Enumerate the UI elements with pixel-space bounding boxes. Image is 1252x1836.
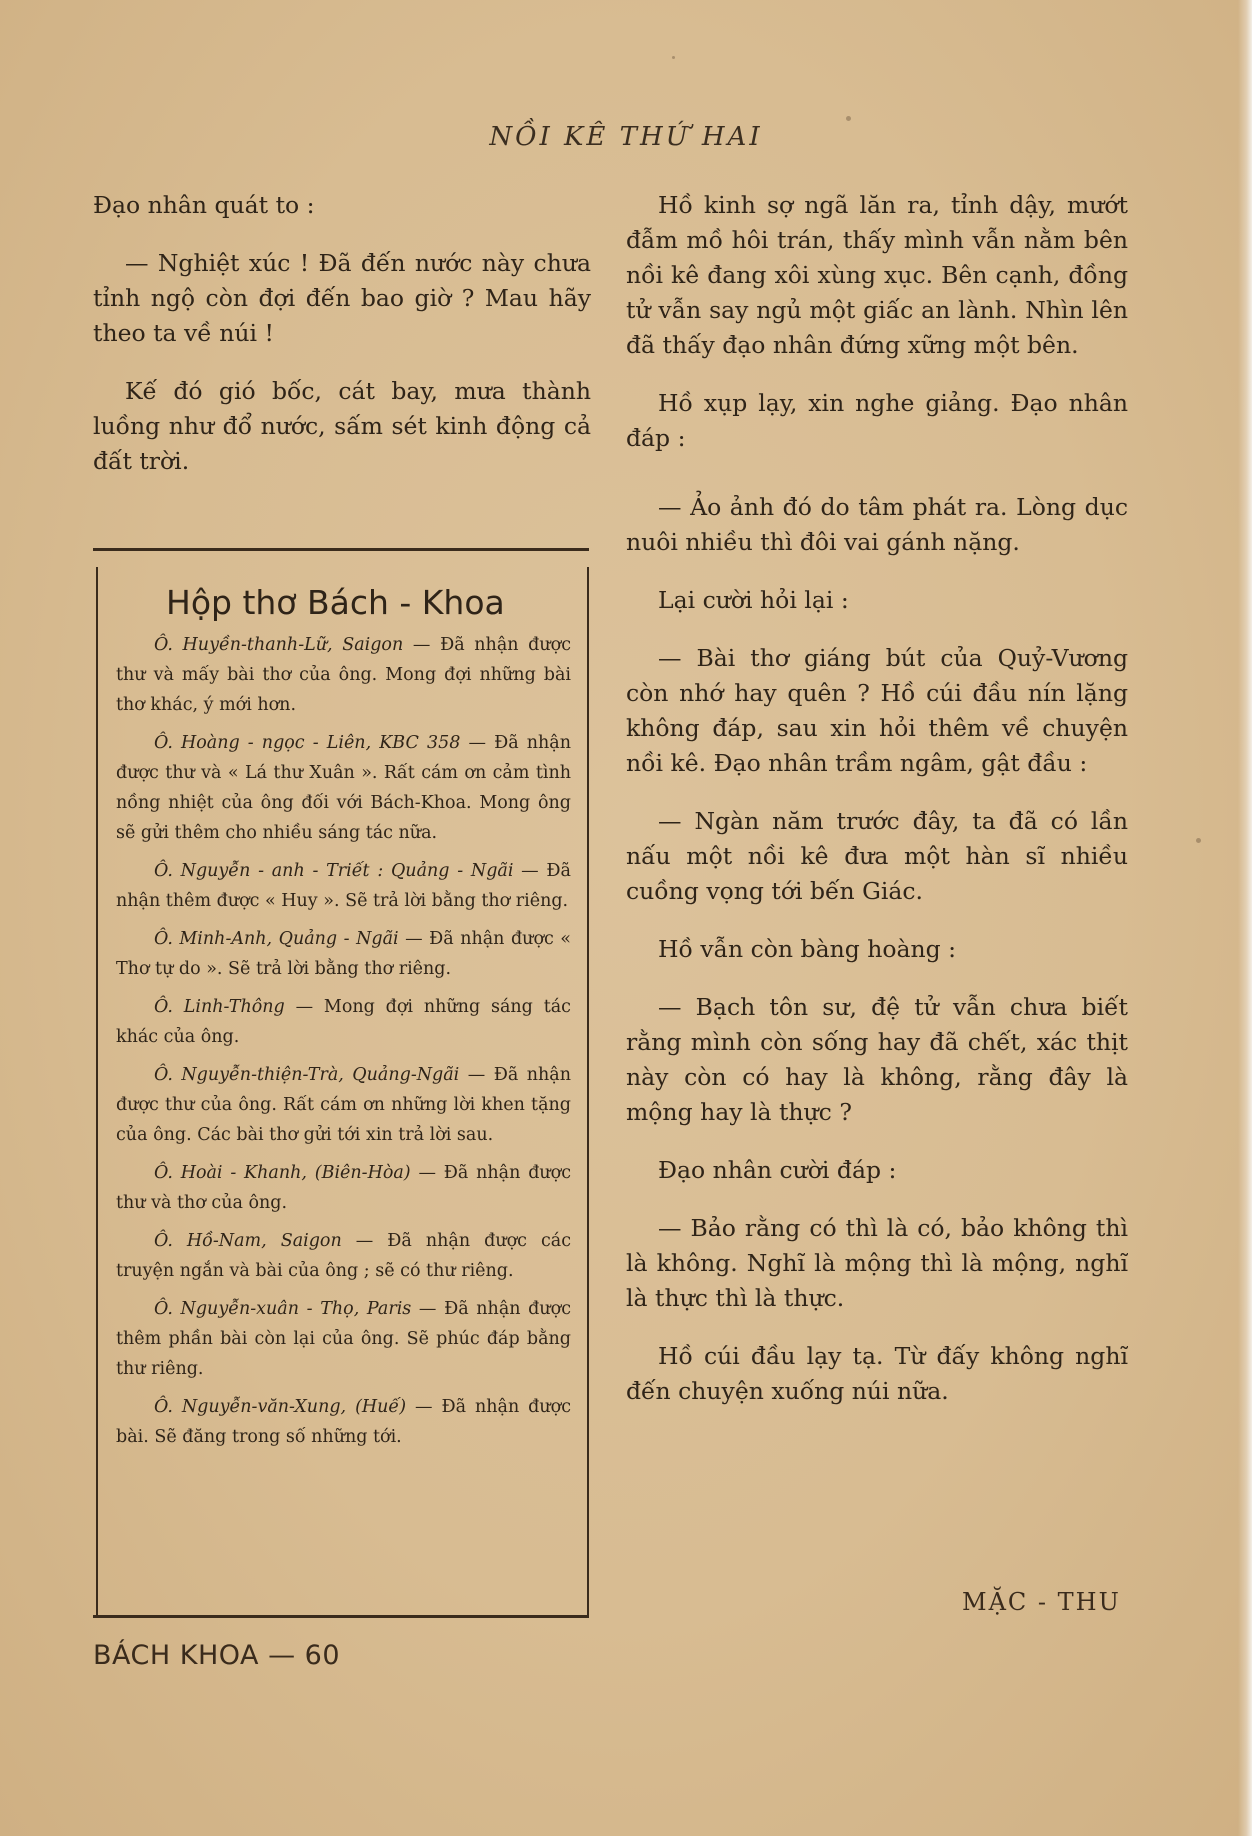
- entry-text: — Mong đợi những sáng tác khác của ông.: [116, 997, 571, 1047]
- mailbox-section: [93, 548, 589, 1618]
- entry-text: — Đã nhận được thư và « Lá thư Xuân ». Rất cám ơn cảm tình nồng nhiệt của ông đối với Bách-Khoa. Mong ông sẽ gửi thêm cho nhiều sáng tác nữa.: [116, 733, 571, 843]
- paragraph: Hồ xụp lạy, xin nghe giảng. Đạo nhân đáp :: [626, 389, 1128, 452]
- mailbox-entry: [116, 1226, 571, 1286]
- paragraph: — Ngàn năm trước đây, ta đã có lần nấu một nồi kê đưa một hàn sĩ nhiều cuồng vọng tới bến Giác.: [626, 807, 1128, 905]
- entry-recipient: Ô. Linh-Thông: [154, 997, 285, 1017]
- entry-text: — Đã nhận được các truyện ngắn và bài của ông ; sẽ có thư riêng.: [116, 1231, 572, 1281]
- right-column: [626, 188, 1128, 1432]
- entry-text: — Đã nhận thêm được « Huy ». Sẽ trả lời bằng thơ riêng.: [116, 861, 571, 911]
- paragraph: — Bài thơ giáng bút của Quỷ-Vương còn nhớ hay quên ? Hồ cúi đầu nín lặng không đáp, sau xin hỏi thêm về chuyện nồi kê. Đạo nhân trầm ngâm, gật đầu :: [626, 644, 1128, 777]
- mailbox-entry: [116, 924, 571, 984]
- entry-recipient: Ô. Nguyễn-văn-Xung, (Huế): [154, 1397, 407, 1417]
- page-edge: [1238, 0, 1252, 1836]
- entry-recipient: Ô. Hoàng - ngọc - Liên, KBC 358: [154, 733, 461, 753]
- paragraph: Hồ cúi đầu lạy tạ. Từ đấy không nghĩ đến chuyện xuống núi nữa.: [626, 1342, 1128, 1405]
- mailbox-entry: [116, 1158, 571, 1218]
- mailbox-entry: [116, 992, 571, 1052]
- mailbox-entry: [116, 728, 571, 848]
- entry-text: — Đã nhận được thư của ông. Rất cám ơn những lời khen tặng của ông. Các bài thơ gửi tới xin trả lời sau.: [116, 1065, 571, 1145]
- paragraph: — Bảo rằng có thì là có, bảo không thì là không. Nghĩ là mộng thì là mộng, nghĩ là thực thì là thực.: [626, 1214, 1128, 1312]
- entry-recipient: Ô. Nguyễn - anh - Triết : Quảng - Ngãi: [154, 861, 514, 881]
- entry-recipient: Ô. Hồ-Nam, Saigon: [154, 1231, 342, 1251]
- mailbox-entry: [116, 630, 571, 720]
- mailbox-frame: [96, 567, 589, 1615]
- paragraph: — Nghiệt xúc ! Đã đến nước này chưa tỉnh ngộ còn đợi đến bao giờ ? Mau hãy theo ta về núi !: [93, 249, 591, 347]
- entry-text: — Đã nhận được thư và mấy bài thơ của ông. Mong đợi những bài thơ khác, ý mới hơn.: [116, 635, 571, 715]
- entry-recipient: Ô. Minh-Anh, Quảng - Ngãi: [154, 929, 399, 949]
- paragraph: Lại cười hỏi lại :: [658, 586, 849, 614]
- mailbox-entry: [116, 856, 571, 916]
- entry-text: — Đã nhận được « Thơ tự do ». Sẽ trả lời bằng thơ riêng.: [116, 929, 571, 979]
- paper-speck: [672, 56, 675, 59]
- paragraph: Đạo nhân quát to :: [93, 191, 315, 219]
- running-head: NỒI KÊ THỨ HAI: [489, 122, 763, 152]
- paper-speck: [846, 116, 851, 121]
- entry-recipient: Ô. Nguyễn-thiện-Trà, Quảng-Ngãi: [154, 1065, 460, 1085]
- mailbox-title: Hộp thơ Bách - Khoa: [166, 583, 505, 622]
- entry-text: — Đã nhận được bài. Sẽ đăng trong số những tới.: [116, 1397, 571, 1447]
- paragraph: Hồ vẫn còn bàng hoàng :: [658, 935, 957, 963]
- left-column: [93, 188, 591, 502]
- paragraph: — Bạch tôn sư, đệ tử vẫn chưa biết rằng mình còn sống hay đã chết, xác thịt này còn có hay là không, rằng đây là mộng hay là thực ?: [626, 993, 1128, 1126]
- paragraph: Đạo nhân cười đáp :: [658, 1156, 897, 1184]
- paragraph: — Ảo ảnh đó do tâm phát ra. Lòng dục nuôi nhiều thì đôi vai gánh nặng.: [626, 493, 1128, 556]
- author-signature: MẶC - THU: [962, 1588, 1121, 1616]
- entry-recipient: Ô. Hoài - Khanh, (Biên-Hòa): [154, 1163, 411, 1183]
- entry-text: — Đã nhận được thư và thơ của ông.: [116, 1163, 571, 1213]
- paragraph: Hồ kinh sợ ngã lăn ra, tỉnh dậy, mướt đẫm mồ hôi trán, thấy mình vẫn nằm bên nồi kê đang xôi xùng xục. Bên cạnh, đồng tử vẫn say ngủ một giấc an lành. Nhìn lên đã thấy đạo nhân đứng xững một bên.: [626, 191, 1128, 359]
- mailbox-entry: [116, 1294, 571, 1384]
- entry-recipient: Ô. Nguyễn-xuân - Thọ, Paris: [154, 1299, 412, 1319]
- paragraph: Kế đó gió bốc, cát bay, mưa thành luồng như đổ nước, sấm sét kinh động cả đất trời.: [93, 377, 591, 475]
- mailbox-entry: [116, 1060, 571, 1150]
- page-footer: BÁCH KHOA — 60: [93, 1640, 341, 1671]
- paper-speck: [1196, 838, 1201, 843]
- entry-text: — Đã nhận được thêm phần bài còn lại của ông. Sẽ phúc đáp bằng thư riêng.: [116, 1299, 571, 1379]
- mailbox-entry: [116, 1392, 571, 1452]
- entry-recipient: Ô. Huyền-thanh-Lữ, Saigon: [154, 635, 404, 655]
